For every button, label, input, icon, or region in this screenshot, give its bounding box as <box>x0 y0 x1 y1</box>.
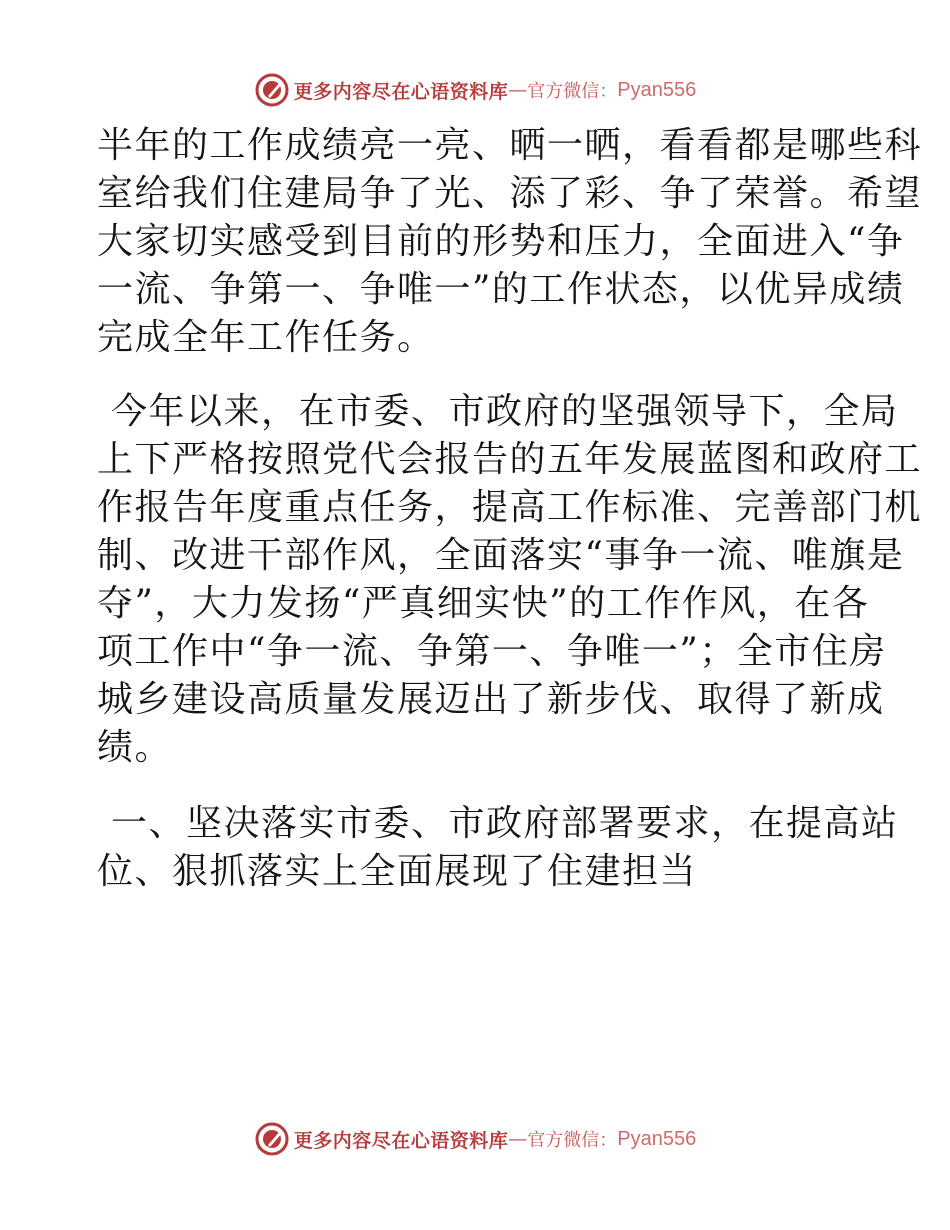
paragraph-1 <box>97 122 923 362</box>
pen-logo-icon <box>254 72 290 108</box>
text-line: 制、改进干部作风，全面落实“事争一流、唯旗是 <box>97 535 905 576</box>
section-heading-1 <box>97 800 899 896</box>
body-text <box>97 122 923 896</box>
watermark-wechat-label: 官方微信： <box>527 1130 618 1151</box>
watermark-wechat-label: 官方微信： <box>527 81 618 102</box>
text-line: 今年以来，在市委、市政府的坚强领导下，全局 <box>111 391 899 432</box>
watermark-separator: — <box>508 1128 528 1150</box>
text-line: 完成全年工作任务。 <box>97 317 435 358</box>
watermark-main-text: 更多内容尽在心语资料库 <box>293 80 509 103</box>
text-line: 项工作中“争一流、争第一、争唯一”；全市住房 <box>97 631 887 672</box>
text-line: 室给我们住建局争了光、添了彩、争了荣誉。希望 <box>97 173 923 214</box>
text-line: 半年的工作成绩亮一亮、晒一晒，看看都是哪些科 <box>97 125 923 166</box>
text-line: 绩。 <box>97 727 173 768</box>
watermark-wechat-id: Pyan556 <box>617 1127 697 1150</box>
text-line: 城乡建设高质量发展迈出了新步伐、取得了新成 <box>97 679 885 720</box>
watermark-wechat-id: Pyan556 <box>617 78 697 101</box>
watermark-separator: — <box>508 79 528 101</box>
text-line: 一、坚决落实市委、市政府部署要求，在提高站 <box>111 803 899 844</box>
text-line: 作报告年度重点任务，提高工作标准、完善部门机 <box>97 487 923 528</box>
watermark-main-text: 更多内容尽在心语资料库 <box>293 1129 509 1152</box>
text-line: 夺”，大力发扬“严真细实快”的工作作风，在各 <box>97 583 870 624</box>
footer-watermark <box>0 1119 950 1159</box>
text-line: 上下严格按照党代会报告的五年发展蓝图和政府工 <box>97 439 923 480</box>
text-line: 一流、争第一、争唯一”的工作状态，以优异成绩 <box>97 269 905 310</box>
paragraph-2 <box>97 388 923 772</box>
pen-logo-icon <box>254 1121 290 1157</box>
header-watermark <box>0 70 950 110</box>
text-line: 大家切实感受到目前的形势和压力，全面进入“争 <box>97 221 905 262</box>
text-line: 位、狠抓落实上全面展现了住建担当 <box>97 851 698 892</box>
